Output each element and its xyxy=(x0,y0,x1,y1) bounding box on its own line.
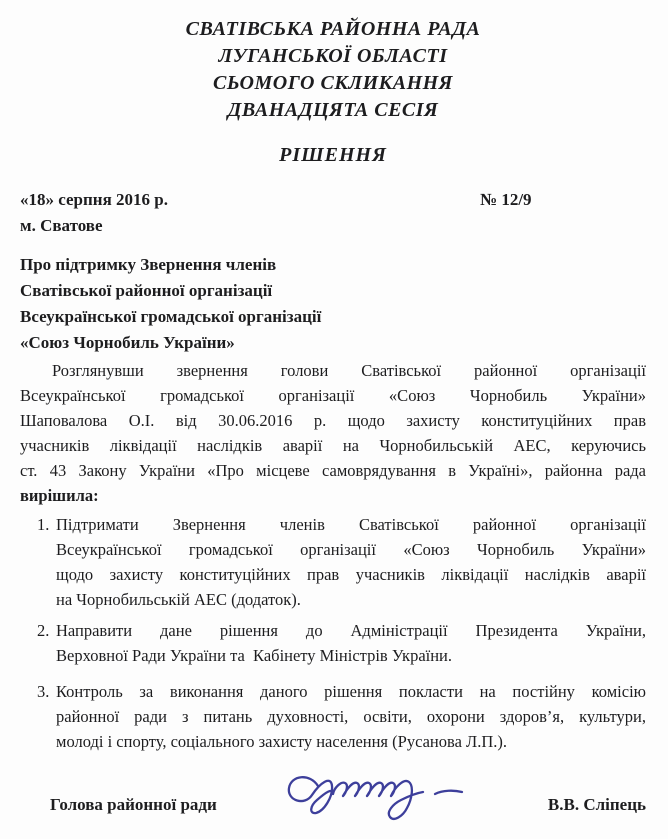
item-number: 3. xyxy=(37,682,50,701)
resolution-item-1 xyxy=(20,512,646,612)
item-line: щодо захисту конституційних прав учасників ліквідації наслідків аварії xyxy=(56,565,646,584)
preamble-line: учасників ліквідації наслідків аварії на Чорнобильській АЕС, керуючись xyxy=(20,436,646,455)
preamble-paragraph xyxy=(20,358,646,508)
item-line: молоді і спорту, соціального захисту населення (Русанова Л.П.). xyxy=(56,732,507,751)
item-line: Верховної Ради України та Кабінету Міністрів України. xyxy=(56,646,453,665)
preamble-line: Розглянувши звернення голови Сватівської районної організації xyxy=(52,361,646,380)
resolution-items xyxy=(20,512,646,754)
document-type-title: РІШЕННЯ xyxy=(279,144,387,166)
signer-position-title: Голова районної ради xyxy=(50,795,217,814)
document-date: «18» серпня 2016 р. xyxy=(20,190,168,209)
document-number: № 12/9 xyxy=(480,190,532,209)
header-line-convocation: СЬОМОГО СКЛИКАННЯ xyxy=(213,72,453,94)
item-line: районної ради з питань духовності, освіти, охорони здоров’я, культури, xyxy=(56,707,646,726)
item-line: Підтримати Звернення членів Сватівської районної організації xyxy=(56,515,646,534)
subject-line: Сватівської районної організації xyxy=(20,281,273,300)
resolution-item-3 xyxy=(20,679,646,754)
subject-line: Про підтримку Звернення членів xyxy=(20,255,277,274)
subject-line: «Союз Чорнобиль України» xyxy=(20,333,235,352)
preamble-line: ст. 43 Закону України «Про місцеве самоврядування в Україні», районна рада xyxy=(20,461,646,480)
item-number: 1. xyxy=(37,515,50,534)
signature-svg xyxy=(276,762,494,830)
subject-line: Всеукраїнської громадської організації xyxy=(20,307,322,326)
header-line-oblast: ЛУГАНСЬКОЇ ОБЛАСТІ xyxy=(218,45,448,67)
item-line: Контроль за виконання даного рішення покласти на постійну комісію xyxy=(56,682,646,701)
item-text xyxy=(56,618,646,668)
document-header xyxy=(20,16,646,124)
preamble-line: Шаповалова О.І. від 30.06.2016 р. щодо захисту конституційних прав xyxy=(20,411,646,430)
item-number: 2. xyxy=(37,621,50,640)
item-text xyxy=(56,512,646,612)
header-line-council: СВАТІВСЬКА РАЙОННА РАДА xyxy=(185,18,481,40)
item-line: на Чорнобильській АЕС (додаток). xyxy=(56,590,301,609)
resolution-item-2 xyxy=(20,618,646,668)
meta-row xyxy=(20,187,646,239)
preamble-resolved-word: вирішила: xyxy=(20,486,99,505)
header-line-session: ДВАНАДЦЯТА СЕСІЯ xyxy=(227,99,439,121)
document-subject xyxy=(20,252,646,356)
item-line: Всеукраїнської громадської організації «Союз Чорнобиль України» xyxy=(56,540,646,559)
preamble-line: Всеукраїнської громадської організації «Союз Чорнобиль України» xyxy=(20,386,646,405)
item-line: Направити дане рішення до Адміністрації Президента України, xyxy=(56,621,646,640)
handwritten-signature-ink xyxy=(276,762,494,830)
document-place: м. Сватове xyxy=(20,216,103,235)
item-text xyxy=(56,679,646,754)
signer-name: В.В. Сліпець xyxy=(547,795,646,814)
